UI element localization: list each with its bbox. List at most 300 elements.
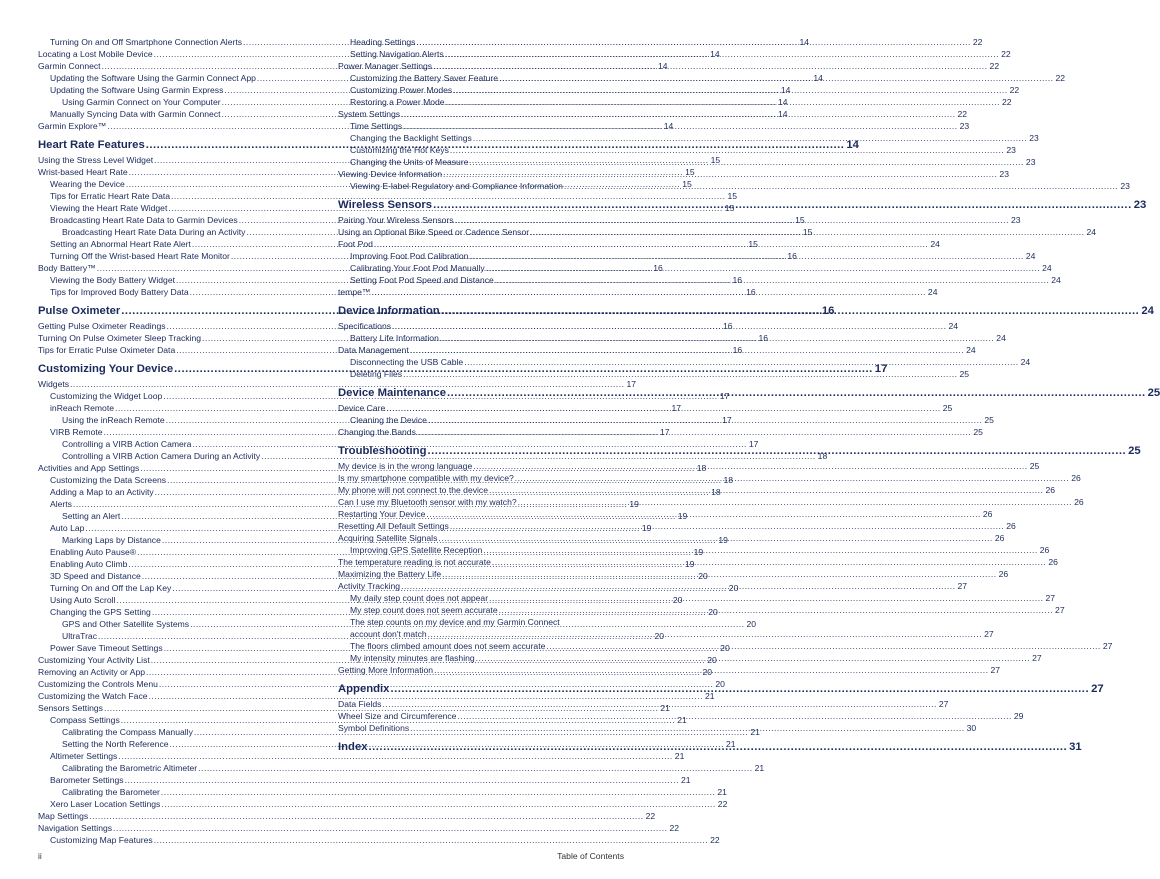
toc-entry-title: Acquiring Satellite Signals: [338, 533, 438, 543]
toc-entry-title: Turning Off the Wrist-based Heart Rate Monitor: [50, 251, 230, 261]
toc-entry-title: Customizing Map Features: [50, 835, 153, 845]
toc-page-number: 19: [641, 523, 652, 533]
toc-entry-title: Setting Navigation Alerts: [350, 49, 444, 59]
toc-dot-leader: [440, 332, 994, 344]
toc-entry[interactable]: [38, 690, 715, 702]
toc-dot-leader: [492, 556, 1046, 568]
toc-dot-leader: [495, 274, 1049, 286]
toc-page-number: 19: [677, 511, 688, 521]
toc-page-number: 23: [1029, 133, 1039, 143]
toc-page-number: 29: [1013, 711, 1024, 721]
toc-entry-title: GPS and Other Satellite Systems: [62, 619, 190, 629]
toc-dot-leader: [515, 472, 1069, 484]
toc-entry-title: Setting an Abnormal Heart Rate Alert: [50, 239, 191, 249]
toc-entry-title: Customizing Your Activity List: [38, 655, 150, 665]
toc-dot-leader: [476, 652, 1030, 664]
toc-page-number: 17: [626, 379, 637, 389]
footer-page-number: ii: [38, 851, 42, 861]
toc-entry-title: Viewing the Body Battery Widget: [50, 275, 175, 285]
toc-entry-title: My step count does not seem accurate: [350, 605, 498, 615]
toc-page-number: 22: [717, 799, 728, 809]
toc-dot-leader: [401, 580, 955, 592]
toc-entry-title: Setting an Alert: [62, 511, 121, 521]
toc-page-number: 24: [1025, 251, 1036, 261]
toc-entry-title: account don't match: [350, 629, 427, 639]
toc-entry-title: Controlling a VIRB Action Camera: [62, 439, 192, 449]
toc-page-number: 25: [1029, 461, 1040, 471]
toc-entry-title: Changing the GPS Setting: [50, 607, 151, 617]
toc-page-number: 24: [1086, 227, 1097, 237]
toc-page-number: 16: [732, 275, 742, 285]
toc-dot-leader: [469, 250, 1023, 262]
toc-page-number: 22: [669, 823, 680, 833]
toc-page-number: 26: [1045, 485, 1056, 495]
toc-page-number: 20: [698, 571, 708, 581]
toc-entry[interactable]: [38, 774, 691, 786]
toc-page-number: 19: [629, 499, 639, 509]
toc-dot-leader: [416, 36, 970, 48]
toc-page-number: 17: [874, 363, 888, 375]
toc-dot-leader: [125, 774, 679, 786]
toc-page-number: 30: [966, 723, 977, 733]
toc-entry-title: Appendix: [338, 683, 390, 695]
toc-page-number: 20: [720, 643, 730, 653]
toc-entry-title: Activities and App Settings: [38, 463, 140, 473]
toc-entry-title: Using Auto Scroll: [50, 595, 116, 605]
toc-page-number: 18: [817, 451, 828, 461]
toc-page-number: 19: [693, 547, 704, 557]
toc-page-number: 16: [653, 263, 663, 273]
toc-entry-title: Setting the North Reference: [62, 739, 169, 749]
toc-entry-title: Heading Settings: [350, 37, 416, 47]
toc-entry-title: System Settings: [338, 109, 401, 119]
toc-page-number: 15: [710, 155, 721, 165]
toc-page-number: 14: [813, 73, 823, 83]
toc-dot-leader: [403, 120, 957, 132]
toc-entry-title: Manually Syncing Data with Garmin Connect: [50, 109, 221, 119]
toc-entry-title: tempe™: [338, 287, 371, 297]
toc-dot-leader: [386, 402, 940, 414]
toc-page-number: 24: [930, 239, 940, 249]
toc-entry-title: Turning On Pulse Oximeter Sleep Tracking: [38, 333, 202, 343]
toc-entry-title: My device is in the wrong language: [338, 461, 473, 471]
toc-page-number: 20: [654, 631, 665, 641]
toc-page-number: 15: [682, 179, 692, 189]
toc-entry-title: Customizing the Data Screens: [50, 475, 167, 485]
toc-page-number: 21: [717, 787, 727, 797]
toc-entry-title: Garmin Connect: [38, 61, 101, 71]
toc-entry[interactable]: [38, 762, 765, 774]
toc-page-number: 24: [1051, 275, 1061, 285]
toc-entry-title: Enabling Auto Climb: [50, 559, 128, 569]
toc-entry-title: Time Settings: [350, 121, 403, 131]
toc-entry[interactable]: [338, 616, 624, 628]
toc-entry-title: Customizing the Watch Face: [38, 691, 148, 701]
toc-entry-title: Wrist-based Heart Rate: [38, 167, 128, 177]
toc-page-number: 25: [1147, 387, 1160, 399]
toc-page-number: 26: [1071, 473, 1081, 483]
toc-page-number: 17: [722, 415, 732, 425]
toc-entry-title: Data Fields: [338, 699, 382, 709]
toc-entry-title: Updating the Software Using the Garmin Connect App: [50, 73, 256, 83]
toc-dot-leader: [473, 132, 1027, 144]
toc-page-number: 21: [677, 715, 687, 725]
toc-entry-title: Viewing E-label Regulatory and Compliance Information: [350, 181, 563, 191]
toc-page-number: 17: [748, 439, 759, 449]
toc-entry-title: Broadcasting Heart Rate Data to Garmin Devices: [50, 215, 238, 225]
toc-entry[interactable]: [38, 378, 637, 390]
toc-entry-title: Tips for Erratic Heart Rate Data: [50, 191, 171, 201]
toc-entry-title: Getting More Information: [338, 665, 434, 675]
toc-entry-title: Deleting Files: [350, 369, 403, 379]
toc-page-number: 27: [938, 699, 949, 709]
toc-entry[interactable]: [38, 798, 728, 810]
toc-page-number: 18: [723, 475, 734, 485]
toc-entry-title: Using Garmin Connect on Your Computer: [62, 97, 221, 107]
toc-entry[interactable]: [38, 822, 680, 834]
toc-page-number: 16: [758, 333, 769, 343]
toc-entry-title: VIRB Remote: [50, 427, 103, 437]
toc-page-number: 25: [942, 403, 953, 413]
toc-dot-leader: [445, 48, 999, 60]
toc-entry-title: Map Settings: [38, 811, 89, 821]
toc-page-number: 19: [718, 535, 728, 545]
toc-page-number: 15: [727, 191, 738, 201]
toc-dot-leader: [443, 168, 997, 180]
toc-dot-leader: [392, 320, 946, 332]
toc-page-number: 25: [973, 427, 983, 437]
toc-dot-leader: [198, 762, 752, 774]
toc-dot-leader: [438, 532, 992, 544]
toc-dot-leader: [113, 822, 667, 834]
toc-entry-title: Activity Tracking: [338, 581, 401, 591]
toc-entry-title: Wearing the Device: [50, 179, 125, 189]
toc-entry-title: Power Save Timeout Settings: [50, 643, 163, 653]
toc-entry[interactable]: [38, 810, 656, 822]
toc-entry-title: My intensity minutes are flashing: [350, 653, 475, 663]
toc-entry-title: My daily step count does not appear: [350, 593, 489, 603]
toc-page-number: 22: [957, 109, 968, 119]
toc-dot-leader: [464, 356, 1018, 368]
toc-dot-leader: [390, 682, 1089, 697]
toc-entry-title: UltraTrac: [62, 631, 98, 641]
toc-dot-leader: [473, 460, 1027, 472]
toc-page-number: 26: [1074, 497, 1084, 507]
toc-dot-leader: [410, 722, 964, 734]
toc-dot-leader: [161, 798, 715, 810]
toc-page-number: 16: [732, 345, 743, 355]
toc-entry-title: Auto Lap: [50, 523, 85, 533]
toc-page-number: 26: [982, 509, 993, 519]
toc-entry-title: Marking Laps by Distance: [62, 535, 161, 545]
toc-page-number: 26: [994, 533, 1005, 543]
toc-page-number: 16: [722, 321, 733, 331]
toc-entry-title: Specifications: [338, 321, 392, 331]
toc-page-number: 24: [1042, 263, 1052, 273]
toc-dot-leader: [433, 198, 1132, 213]
toc-entry-title: Wheel Size and Circumference: [338, 711, 457, 721]
toc-dot-leader: [564, 180, 1118, 192]
toc-page-number: 23: [999, 169, 1009, 179]
toc-entry-title: Compass Settings: [50, 715, 120, 725]
toc-entry-title: inReach Remote: [50, 403, 115, 413]
toc-dot-leader: [161, 786, 715, 798]
toc-entry-title: Tips for Erratic Pulse Oximeter Data: [38, 345, 176, 355]
toc-entry-title: Turning On and Off the Lap Key: [50, 583, 172, 593]
toc-page-number: 31: [1069, 741, 1082, 753]
toc-entry-title: Viewing the Heart Rate Widget: [50, 203, 168, 213]
toc-page-number: 27: [1045, 593, 1056, 603]
toc-dot-leader: [154, 834, 708, 846]
toc-entry-title: The floors climbed amount does not seem accurate: [350, 641, 546, 651]
toc-page-number: 14: [846, 139, 859, 151]
toc-page-number: 18: [696, 463, 707, 473]
toc-entry-title: Device Information: [338, 305, 440, 317]
toc-page-number: 26: [1039, 545, 1050, 555]
toc-page-number: 24: [1141, 305, 1154, 317]
toc-page-number: 15: [795, 215, 805, 225]
toc-page-number: 18: [711, 487, 721, 497]
toc-page-number: 16: [746, 287, 756, 297]
toc-entry-title: Customizing the Controls Menu: [38, 679, 158, 689]
toc-page-number: 21: [754, 763, 765, 773]
toc-dot-leader: [89, 810, 643, 822]
toc-page-number: 24: [927, 287, 938, 297]
toc-entry-title: Tips for Improved Body Battery Data: [50, 287, 189, 297]
toc-dot-leader: [530, 226, 1084, 238]
toc-page-number: 20: [707, 655, 717, 665]
toc-entry-title: Improving Foot Pod Calibration: [350, 251, 469, 261]
toc-dot-leader: [374, 238, 928, 250]
toc-page-number: 17: [671, 403, 682, 413]
toc-page-number: 21: [660, 703, 670, 713]
toc-entry-title: Battery Life Information: [350, 333, 439, 343]
toc-entry-title: Customizing the Widget Loop: [50, 391, 163, 401]
toc-dot-leader: [371, 286, 925, 298]
toc-dot-leader: [518, 496, 1072, 508]
toc-entry-title: Adding a Map to an Activity: [50, 487, 154, 497]
toc-entry-title: Wireless Sensors: [338, 199, 433, 211]
toc-page-number: 26: [998, 569, 1009, 579]
toc-page-number: 27: [984, 629, 994, 639]
footer-section-title: Table of Contents: [557, 851, 624, 861]
toc-dot-leader: [417, 426, 971, 438]
toc-page-number: 14: [799, 37, 810, 47]
toc-dot-leader: [433, 60, 987, 72]
toc-page-number: 14: [780, 85, 791, 95]
toc-page-number: 23: [1120, 181, 1130, 191]
toc-dot-leader: [427, 444, 1126, 459]
toc-dot-leader: [546, 640, 1100, 652]
toc-dot-leader: [455, 214, 1009, 226]
toc-dot-leader: [450, 520, 1004, 532]
toc-entry-title: Device Care: [338, 403, 386, 413]
toc-entry-title: Turning On and Off Smartphone Connection Alerts: [50, 37, 243, 47]
toc-page-number: 20: [702, 667, 712, 677]
toc-page-number: 24: [1020, 357, 1031, 367]
toc-dot-leader: [457, 710, 1011, 722]
toc-entry-title: Changing the Bands: [338, 427, 416, 437]
toc-entry-title: Troubleshooting: [338, 445, 427, 457]
toc-page-number: 22: [1055, 73, 1066, 83]
toc-dot-leader: [453, 84, 1007, 96]
toc-page-number: 22: [645, 811, 656, 821]
toc-page-number: 23: [1133, 199, 1147, 211]
toc-entry-title: Power Manager Settings: [338, 61, 433, 71]
toc-page-number: 22: [1002, 97, 1012, 107]
toc-entry-title: Is my smartphone compatible with my device?: [338, 473, 514, 483]
toc-page-number: 21: [750, 727, 760, 737]
toc-page-number: 27: [990, 665, 1001, 675]
toc-dot-leader: [369, 740, 1068, 755]
toc-page-number: 22: [710, 835, 720, 845]
toc-page-number: 20: [708, 607, 718, 617]
toc-entry-title: Barometer Settings: [50, 775, 124, 785]
toc-dot-leader: [441, 304, 1140, 319]
toc-page-number: 27: [1102, 641, 1113, 651]
toc-page-number: 25: [959, 369, 970, 379]
toc-page-number: 15: [748, 239, 758, 249]
toc-page-number: 24: [996, 333, 1006, 343]
toc-entry-title: Customizing the Hot Keys: [350, 145, 449, 155]
toc-page-number: 27: [1055, 605, 1065, 615]
toc-entry-title: Calibrating Your Foot Pod Manually: [350, 263, 485, 273]
toc-page-number: 15: [802, 227, 813, 237]
toc-page-number: 23: [1025, 157, 1036, 167]
toc-page-number: 23: [1006, 145, 1016, 155]
toc-entry-title: My phone will not connect to the device: [338, 485, 489, 495]
toc-page-number: 20: [715, 679, 725, 689]
toc-page-number: 14: [777, 109, 788, 119]
toc-dot-leader: [489, 592, 1043, 604]
toc-entry-title: Heart Rate Features: [38, 139, 145, 151]
toc-entry-title: Pairing Your Wireless Sensors: [338, 215, 454, 225]
toc-dot-leader: [447, 386, 1146, 401]
toc-dot-leader: [499, 604, 1053, 616]
toc-page-number: 15: [724, 203, 735, 213]
toc-entry-title: Using the Stress Level Widget: [38, 155, 154, 165]
toc-page-number: 14: [658, 61, 668, 71]
toc-dot-leader: [382, 698, 936, 710]
toc-entry-title: Getting Pulse Oximeter Readings: [38, 321, 166, 331]
toc-dot-leader: [486, 262, 1040, 274]
toc-page-number: 16: [787, 251, 797, 261]
toc-entry-title: Disconnecting the USB Cable: [350, 357, 464, 367]
toc-entry-title: Resetting All Default Settings: [338, 521, 449, 531]
toc-entry-title: Xero Laser Location Settings: [50, 799, 161, 809]
toc-dot-leader: [442, 568, 996, 580]
toc-page-number: 22: [1009, 85, 1020, 95]
toc-entry-title: Removing an Activity or App: [38, 667, 145, 677]
toc-page-number: 21: [725, 739, 736, 749]
toc-dot-leader: [450, 144, 1004, 156]
toc-page-number: 26: [1006, 521, 1016, 531]
toc-entry-title: Foot Pod: [338, 239, 373, 249]
toc-entry-title: Garmin Explore™: [38, 121, 107, 131]
toc-page-number: 27: [1091, 683, 1104, 695]
toc-entry-title: Restarting Your Device: [338, 509, 426, 519]
toc-entry-title: Cleaning the Device: [350, 415, 427, 425]
toc-entry-title: Symbol Definitions: [338, 723, 410, 733]
toc-entry-title: Using an Optional Bike Speed or Cadence Sensor: [338, 227, 530, 237]
toc-page-number: 21: [704, 691, 715, 701]
toc-page-number: 14: [778, 97, 788, 107]
toc-page-number: 17: [659, 427, 670, 437]
toc-dot-leader: [434, 664, 988, 676]
toc-dot-leader: [403, 368, 957, 380]
toc-page-number: 22: [989, 61, 1000, 71]
toc-dot-leader: [469, 156, 1023, 168]
toc-entry-title: Using the inReach Remote: [62, 415, 165, 425]
toc-entry[interactable]: [38, 190, 738, 202]
toc-entry-title: Locating a Lost Mobile Device: [38, 49, 153, 59]
toc-entry-title: The step counts on my device and my Garmin Connect: [350, 617, 560, 627]
toc-entry-title: Altimeter Settings: [50, 751, 118, 761]
toc-page-number: 20: [728, 583, 739, 593]
toc-page-number: 22: [1001, 49, 1011, 59]
toc-entry-title: Controlling a VIRB Action Camera During an Activity: [62, 451, 261, 461]
toc-page-number: 23: [1011, 215, 1021, 225]
toc-entry-title: Calibrating the Barometric Altimeter: [62, 763, 198, 773]
toc-page-number: 24: [966, 345, 976, 355]
toc-entry-title: Changing the Units of Measure: [350, 157, 469, 167]
toc-dot-leader: [446, 96, 1000, 108]
toc-entry-title: Body Battery™: [38, 263, 96, 273]
toc-page-number: 17: [719, 391, 730, 401]
toc-entry-title: Pulse Oximeter: [38, 305, 121, 317]
toc-page-number: 22: [972, 37, 983, 47]
toc-entry-title: Customizing the Battery Saver Feature: [350, 73, 499, 83]
toc-entry[interactable]: [38, 438, 759, 450]
toc-entry-title: Calibrating the Compass Manually: [62, 727, 193, 737]
toc-entry-title: Widgets: [38, 379, 70, 389]
toc-entry-title: The temperature reading is not accurate: [338, 557, 491, 567]
toc-entry[interactable]: [38, 750, 685, 762]
toc-entry-title: Alerts: [50, 499, 72, 509]
toc-page-number: 23: [959, 121, 970, 131]
toc-dot-leader: [401, 108, 955, 120]
toc-page-number: 20: [746, 619, 757, 629]
toc-dot-leader: [428, 628, 982, 640]
toc-entry-title: Maximizing the Battery Life: [338, 569, 442, 579]
toc-entry-title: Device Maintenance: [338, 387, 446, 399]
toc-page-number: 15: [685, 167, 695, 177]
toc-dot-leader: [489, 484, 1043, 496]
toc-entry-title: Sensors Settings: [38, 703, 103, 713]
toc-entry[interactable]: [338, 356, 1031, 368]
toc-page-number: 25: [984, 415, 994, 425]
toc-entry[interactable]: [38, 834, 720, 846]
toc-dot-leader: [483, 544, 1037, 556]
toc-entry-title: Customizing Your Device: [38, 363, 174, 375]
toc-page-number: 14: [663, 121, 674, 131]
toc-page-number: 21: [674, 751, 685, 761]
toc-entry-title: Index: [338, 741, 368, 753]
toc-entry-title: Restoring a Power Mode: [350, 97, 445, 107]
toc-entry-title: Changing the Backlight Settings: [350, 133, 472, 143]
toc-entry-title: Can I use my Bluetooth sensor with my watch?: [338, 497, 517, 507]
toc-page-number: 25: [1128, 445, 1141, 457]
toc-dot-leader: [410, 344, 964, 356]
toc-entry-title: Viewing Device Information: [338, 169, 442, 179]
toc-entry[interactable]: [38, 786, 727, 798]
toc-entry-title: Enabling Auto Pause®: [50, 547, 137, 557]
toc-dot-leader: [426, 508, 980, 520]
toc-entry[interactable]: [338, 132, 1039, 144]
toc-page-number: 16: [821, 305, 835, 317]
toc-dot-leader: [428, 414, 982, 426]
toc-entry-title: Setting Foot Pod Speed and Distance: [350, 275, 494, 285]
